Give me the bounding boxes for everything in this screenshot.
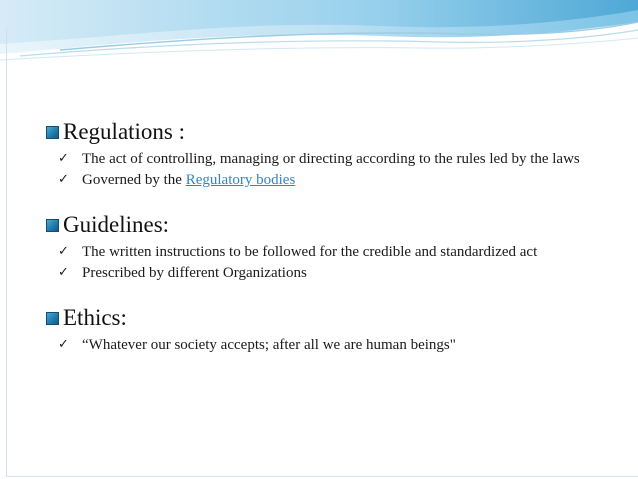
list-item [54, 243, 592, 261]
item-text: The act of controlling, managing or directing according to the rules led by the laws [82, 151, 580, 167]
square-bullet-icon [46, 219, 59, 232]
item-text: “Whatever our society accepts; after all we are human beings" [82, 337, 456, 353]
bullet-list [48, 243, 608, 282]
checkmark-icon: ✓ [58, 337, 69, 352]
section-ethics [48, 304, 608, 354]
heading-text: Guidelines: [63, 212, 170, 237]
section-regulations [48, 118, 608, 189]
square-bullet-icon [46, 312, 59, 325]
item-text: The written instructions to be followed for the credible and standardized act [82, 244, 538, 260]
frame-bottom-line [6, 476, 638, 477]
bullet-list [48, 336, 608, 354]
list-item [54, 171, 592, 189]
section-guidelines [48, 211, 608, 282]
section-heading [48, 211, 608, 239]
slide-content [48, 118, 608, 376]
checkmark-icon: ✓ [58, 244, 69, 259]
item-text-prefix: Governed by the [82, 172, 186, 188]
heading-text: Ethics: [63, 305, 127, 330]
checkmark-icon: ✓ [58, 172, 69, 187]
heading-text: Regulations : [63, 119, 186, 144]
regulatory-bodies-link[interactable]: Regulatory bodies [185, 172, 296, 188]
wave-banner [0, 0, 638, 62]
list-item [54, 150, 592, 168]
section-heading [48, 118, 608, 146]
list-item [54, 336, 592, 354]
item-text: Prescribed by different Organizations [82, 265, 307, 281]
square-bullet-icon [46, 126, 59, 139]
frame-left-line [6, 28, 7, 476]
section-heading [48, 304, 608, 332]
checkmark-icon: ✓ [58, 265, 69, 280]
bullet-list [48, 150, 608, 189]
checkmark-icon: ✓ [58, 151, 69, 166]
list-item [54, 264, 592, 282]
